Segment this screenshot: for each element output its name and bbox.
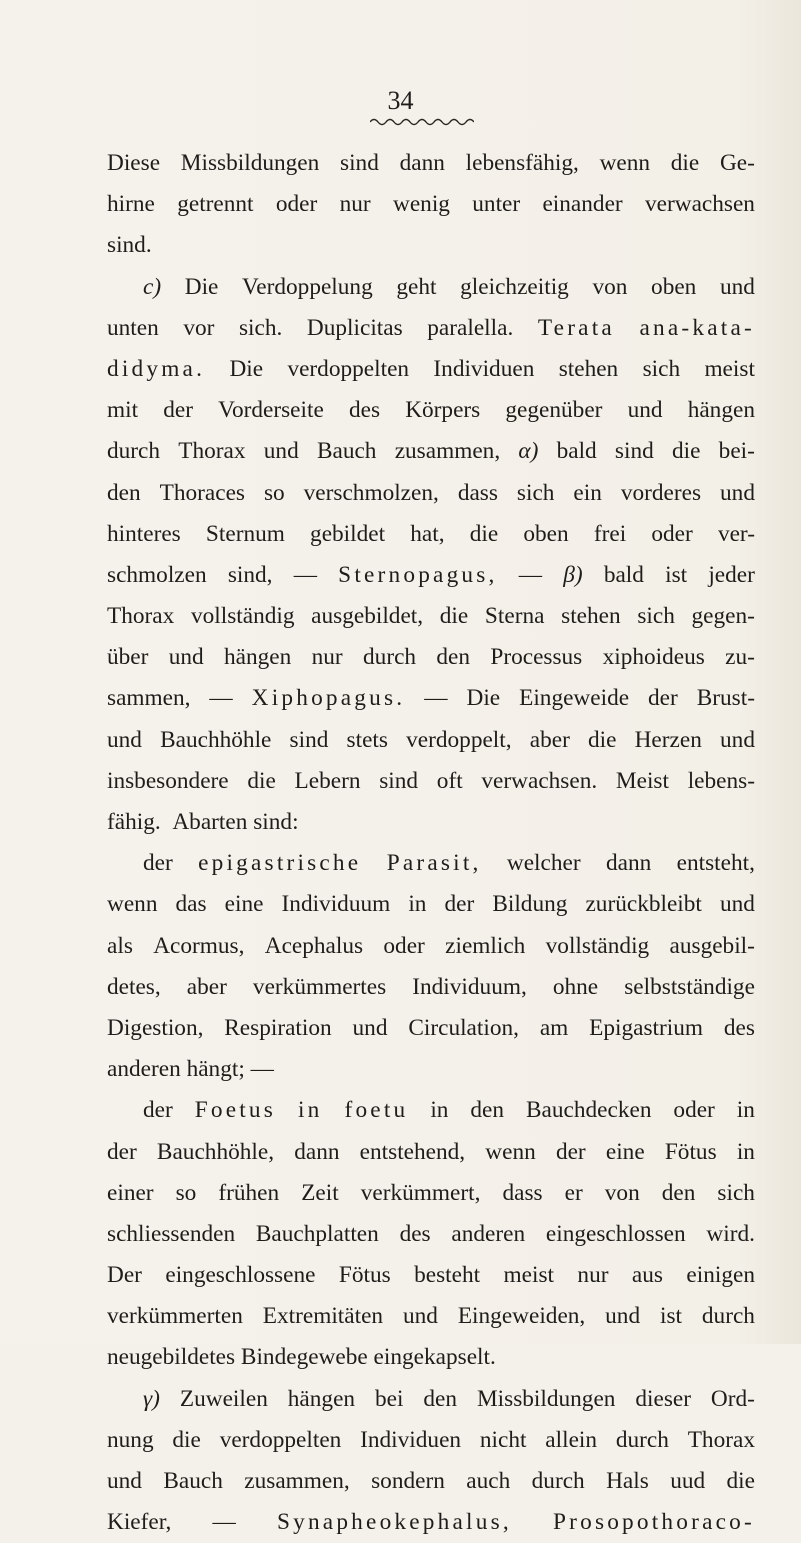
text-line: neugebildetes Bindegewebe eingekapselt. <box>107 1344 496 1371</box>
text-line: Digestion, Respiration und Circulation, am Epigastrium des <box>107 1014 755 1041</box>
text-line: Kiefer, — Synapheokephalus, Prosopothoraco- <box>107 1509 755 1536</box>
text-line: und Bauch zusammen, sondern auch durch Hals uud die <box>107 1468 755 1494</box>
text-line: fähig. Abarten sind: <box>107 809 299 835</box>
text-line: hirne getrennt oder nur wenig unter einander verwachsen <box>107 191 755 218</box>
text-line: Thorax vollständig ausgebildet, die Sterna stehen sich gegen- <box>107 603 755 630</box>
text-line: nung die verdoppelten Individuen nicht allein durch Thorax <box>107 1426 755 1453</box>
text-line: Diese Missbildungen sind dann lebensfähig, wenn die Ge- <box>107 150 755 176</box>
text-line: mit der Vorderseite des Körpers gegenüber und hängen <box>107 397 755 424</box>
text-line: wenn das eine Individuum in der Bildung zurückbleibt und <box>107 891 755 918</box>
text-line: den Thoraces so verschmolzen, dass sich ein vorderes und <box>107 479 755 506</box>
text-line: und Bauchhöhle sind stets verdoppelt, aber die Herzen und <box>107 726 755 753</box>
page-number: 34 <box>387 86 414 115</box>
text-line: schliessenden Bauchplatten des anderen eingeschlossen wird. <box>107 1220 755 1247</box>
text-line: verkümmerten Extremitäten und Eingeweiden, und ist durch <box>107 1303 755 1330</box>
text-line: durch Thorax und Bauch zusammen, α) bald sind die bei- <box>107 438 755 465</box>
wavy-rule-ornament <box>370 117 474 127</box>
text-line: didyma. Die verdoppelten Individuen stehen sich meist <box>107 355 755 382</box>
page-header <box>0 86 801 116</box>
text-line: der Foetus in foetu in den Bauchdecken oder in <box>143 1097 755 1124</box>
text-line: anderen hängt; — <box>107 1056 274 1083</box>
body-text <box>107 143 755 1543</box>
text-line: hinteres Sternum gebildet hat, die oben frei oder ver- <box>107 520 755 547</box>
text-line: detes, aber verkümmertes Individuum, ohne selbstständige <box>107 973 755 1000</box>
text-line: unten vor sich. Duplicitas paralella. Terata ana-kata- <box>107 314 755 341</box>
text-line: der Bauchhöhle, dann entstehend, wenn der eine Fötus in <box>107 1138 755 1165</box>
text-line: c) Die Verdoppelung geht gleichzeitig von oben und <box>143 273 755 300</box>
text-line: als Acormus, Acephalus oder ziemlich vollständig ausgebil- <box>107 932 755 959</box>
text-line: schmolzen sind, — Sternopagus, — β) bald ist jeder <box>107 561 755 588</box>
text-line: der epigastrische Parasit, welcher dann entsteht, <box>143 850 755 877</box>
text-line: Der eingeschlossene Fötus besteht meist nur aus einigen <box>107 1262 755 1289</box>
text-line: sammen, — Xiphopagus. — Die Eingeweide der Brust- <box>107 685 755 712</box>
text-line: insbesondere die Lebern sind oft verwachsen. Meist lebens- <box>107 767 755 794</box>
text-line: γ) Zuweilen hängen bei den Missbildungen dieser Ord- <box>143 1385 755 1412</box>
text-line: einer so frühen Zeit verkümmert, dass er von den sich <box>107 1179 755 1206</box>
text-line: über und hängen nur durch den Processus xiphoideus zu- <box>107 644 755 671</box>
text-line: sind. <box>107 232 152 259</box>
